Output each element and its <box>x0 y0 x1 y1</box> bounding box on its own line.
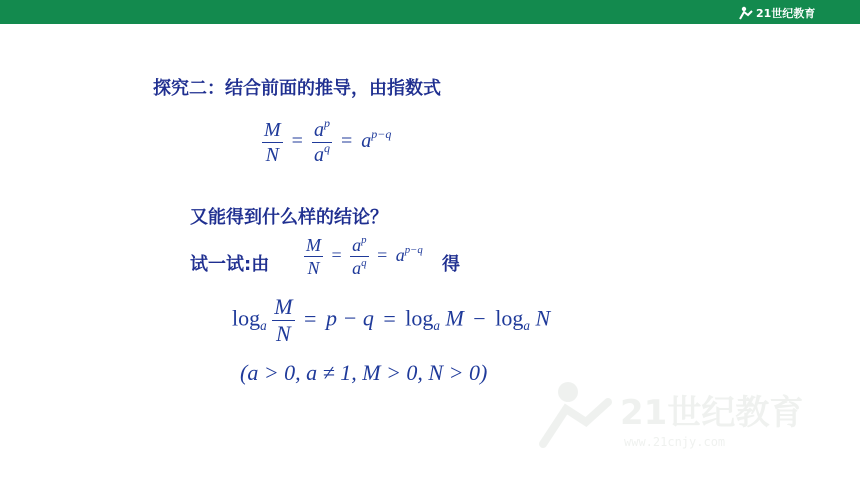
power-a-p-minus-q: $a^{p-q}$ <box>361 127 392 153</box>
watermark-text: 21世纪教育 <box>620 393 804 433</box>
watermark-logo-icon <box>528 374 828 454</box>
fraction-m-over-n: $\frac{M}{N}$ <box>264 119 281 167</box>
formula-exponent: $\frac{M}{N}$ = $\frac{a^p}{a^q}$ = $a^{p-q}$ <box>264 116 392 167</box>
heading-text: 探究二：结合前面的推导，由指数式 <box>153 78 441 99</box>
top-bar <box>0 0 860 24</box>
formula-exponent-inline: $\frac{M}{N}$ = $\frac{a^p}{a^q}$ = $a^{p-q}$ <box>306 233 423 279</box>
brand-logo-text: 21世纪教育 <box>756 7 816 20</box>
conditions-text: (a > 0, a ≠ 1, M > 0, N > 0) <box>240 360 488 385</box>
question-text: 又能得到什么样的结论？ <box>190 207 388 228</box>
brand-logo-icon <box>736 3 832 21</box>
try-label: 试一试:由 <box>190 254 270 275</box>
fraction-ap-over-aq: $\frac{a^p}{a^q}$ <box>313 116 330 167</box>
try-suffix: 得 <box>442 254 460 275</box>
watermark-url: www.21cnjy.com <box>624 435 726 449</box>
formula-logarithm: $\log_a$ $\frac{M}{N}$ = $p - q = \log_a M - \log_a N$ <box>232 294 551 347</box>
